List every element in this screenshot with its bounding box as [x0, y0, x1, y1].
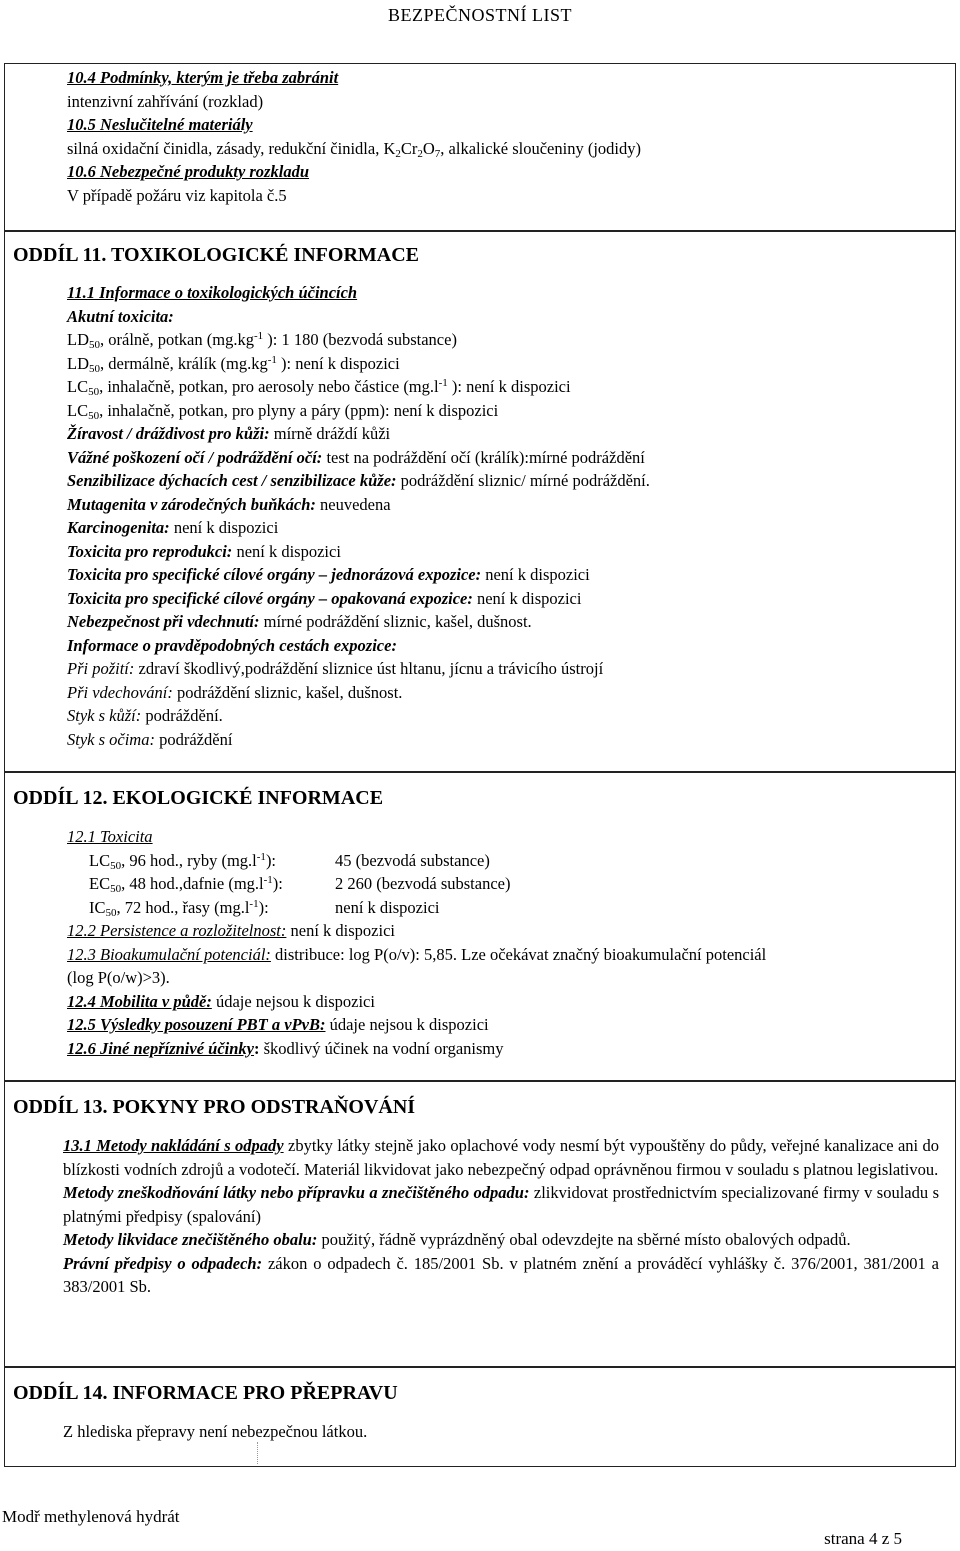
sec12-3-cont: (log P(o/w)>3). — [67, 968, 170, 987]
sec11-1-heading: 11.1 Informace o toxikologických účincích — [67, 283, 358, 302]
ld50-oral: $LD_{50}$, orálně, potkan ($mg.kg^{-1}$ ): 1 180 (bezvodá substance) — [67, 330, 457, 351]
route-skin: Styk s kůží: podráždění. — [67, 706, 223, 725]
route-ingestion: Při požití: zdraví škodlivý,podráždění sliznice úst hltanu, jícnu a trávicího ústrojí — [67, 659, 604, 678]
section-14-title: ODDÍL 14. INFORMACE PRO PŘEPRAVU — [13, 1382, 398, 1404]
sec14-text: Z hlediska přepravy není nebezpečnou látkou. — [63, 1422, 368, 1441]
lc50-aerosol: $LC_{50}$, inhalačně, potkan, pro aerosoly nebo částice ($mg.l^{-1}$ ): není k dispozici — [67, 377, 571, 398]
stot-repeated: Toxicita pro specifické cílové orgány – opakovaná expozice: není k dispozici — [67, 588, 582, 608]
section-12-box: ODDÍL 12. EKOLOGICKÉ INFORMACE 12.1 Toxicita $LC_{50}$, 96 hod., ryby $(mg.l^{-1})$: 45 (bezvodá substance) $EC_{50}$, 48 hod.,dafnie $(mg.l^{-1})$: 2 260 (bezvodá substance) $IC_{50}$, 72 hod., řasy $(mg.l^{-1})$: není k dispozici 12.2 Persistence a rozložitelnost: není k dispozici 12.3 Bioakumulační potenciál: distribuce: log P(o/v): 5,85. Lze očekávat značný bioakumulační potenciál (log P(o/w)>3). 12.4 Mobilita v půdě: údaje nejsou k dispozici 12.5 Výsledky posouzení PBT a vPvB: údaje nejsou k dispozici 12.6 Jiné nepříznivé účinky: škodlivý účinek na vodní organismy — [4, 772, 956, 1081]
acute-toxicity-label: Akutní toxicita: — [67, 306, 174, 326]
skin-irritation: Žíravost / dráždivost pro kůži: mírně dráždí kůži — [67, 424, 391, 443]
section-14-box — [4, 1367, 956, 1467]
section-11-title: ODDÍL 11. TOXIKOLOGICKÉ INFORMACE — [13, 244, 419, 266]
sec13-1-paragraph: 13.1 Metody nakládání s odpady zbytky látky stejně jako oplachové vody nesmí být vypouštěny do půdy, veřejné kanalizace ani do blízkosti vodních zdrojů a vodotečí. Materiál likvidovat jako nebezpečný odpad oprávněnou firmou v souladu s platnou legislativou. — [63, 1136, 940, 1179]
section-13-title: ODDÍL 13. POKYNY PRO ODSTRAŇOVÁNÍ — [13, 1096, 416, 1118]
section-12-title: ODDÍL 12. EKOLOGICKÉ INFORMACE — [13, 787, 384, 809]
sec13-method-disposal: Metody zneškodňování látky nebo přípravku a znečištěného odpadu: zlikvidovat prostřednictvím specializované firmy v souladu s platnými předpisy (spalování) — [63, 1183, 939, 1226]
stot-single: Toxicita pro specifické cílové orgány – jednorázová expozice: není k dispozici — [67, 565, 590, 584]
sec12-5: 12.5 Výsledky posouzení PBT a vPvB: údaje nejsou k dispozici — [67, 1015, 489, 1034]
ld50-dermal: $LD_{50}$, dermálně, králík ($mg.kg^{-1}$ ): není k dispozici — [67, 353, 400, 375]
reproductive-toxicity: Toxicita pro reprodukci: není k dispozici — [67, 541, 341, 561]
sec10-4-heading: 10.4 Podmínky, kterým je třeba zabránit — [67, 68, 339, 87]
sec10-6-text: V případě požáru viz kapitola č.5 — [67, 185, 287, 205]
sec10-5-text: silná oxidační činidla, zásady, redukční činidla, $K_2Cr_2O_7$, alkalické sloučeniny (jodidy) — [67, 138, 641, 160]
eye-irritation: Vážné poškození očí / podráždění očí: test na podráždění očí (králík):mírné podráždění — [67, 447, 645, 467]
sec10-4-text: intenzivní zahřívání (rozklad) — [67, 91, 264, 111]
sec10-5-heading: 10.5 Neslučitelné materiály — [67, 115, 253, 134]
sec10-6-heading: 10.6 Nebezpečné produkty rozkladu — [67, 162, 309, 181]
sec12-6: 12.6 Jiné nepříznivé účinky: škodlivý účinek na vodní organismy — [67, 1038, 504, 1058]
footer-page-number: strana 4 z 5 — [824, 1529, 902, 1548]
sec12-4: 12.4 Mobilita v půdě: údaje nejsou k dispozici — [67, 991, 375, 1011]
exposure-routes-heading: Informace o pravděpodobných cestách expozice: — [67, 635, 397, 655]
section-10-box — [4, 63, 956, 231]
footer-product-name: Modř methylenová hydrát — [2, 1507, 180, 1526]
lc50-gas: $LC_{50}$, inhalačně, potkan, pro plyny a páry (ppm): není k dispozici — [67, 400, 499, 422]
mutagenicity: Mutagenita v zárodečných buňkách: neuvedena — [67, 494, 391, 514]
sec12-3: 12.3 Bioakumulační potenciál: distribuce: log P(o/v): 5,85. Lze očekávat značný bioakumulační potenciál — [67, 944, 767, 964]
aspiration-hazard: Nebezpečnost při vdechnutí: mírné podráždění sliznic, kašel, dušnost. — [67, 612, 532, 631]
sec12-2: 12.2 Persistence a rozložitelnost: není k dispozici — [67, 921, 395, 940]
sensitization: Senzibilizace dýchacích cest / senzibilizace kůže: podráždění sliznic/ mírné podráždění. — [67, 471, 650, 490]
section-13-box — [4, 1081, 956, 1367]
carcinogenicity: Karcinogenita: není k dispozici — [67, 518, 279, 537]
route-eyes: Styk s očima: podráždění — [67, 729, 233, 749]
section-11-box — [4, 231, 956, 772]
route-inhalation: Při vdechování: podráždění sliznic, kašel, dušnost. — [67, 682, 403, 702]
sec13-method-packaging: Metody likvidace znečištěného obalu: použitý, řádně vyprázdněný obal odevzdejte na sběrné místo obalových odpadů. — [63, 1230, 851, 1249]
sec13-legislation: Právní předpisy o odpadech: zákon o odpadech č. 185/2001 Sb. v platném znění a prováděcí vyhlášky č. 376/2001, 381/2001 a 383/2001 Sb. — [63, 1253, 939, 1296]
document-header-title: BEZPEČNOSTNÍ LIST — [388, 5, 572, 25]
dotted-divider — [257, 1442, 258, 1464]
sec12-1-heading: 12.1 Toxicita — [67, 827, 153, 846]
